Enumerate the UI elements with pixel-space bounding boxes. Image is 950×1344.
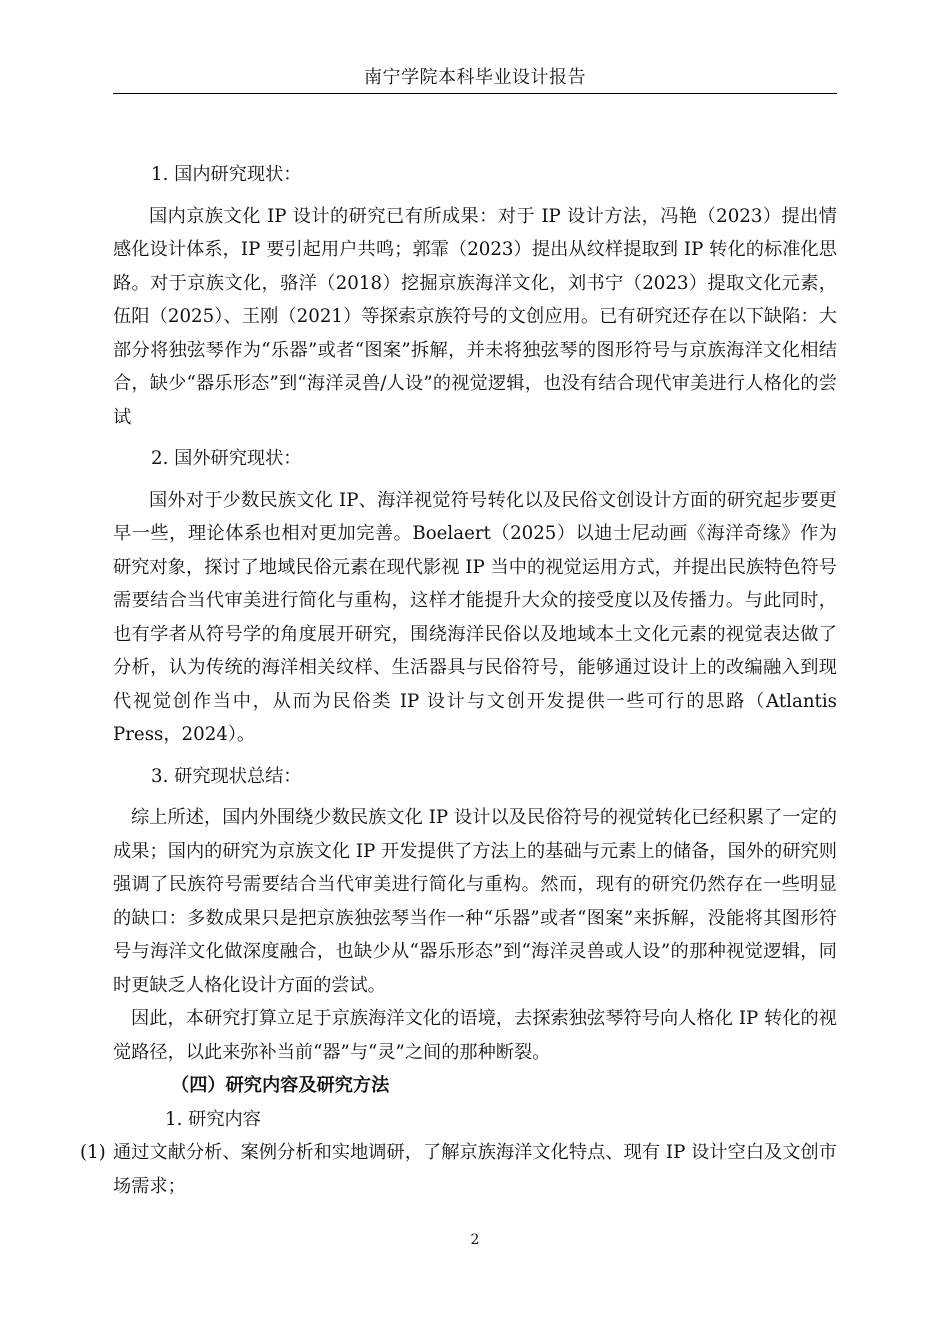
research-content-heading: 1. 研究内容 (165, 1108, 261, 1130)
document-body (80, 158, 837, 1203)
section-title: （四）研究内容及研究方法 (171, 1075, 390, 1096)
list-item-number: (1) (80, 1142, 106, 1163)
foreign-research-paragraph: 国外对于少数民族文化 IP、海洋视觉符号转化以及民俗文创设计方面的研究起步要更早一些，理论体系也相对更加完善。Boelaert（2025）以迪士尼动画《海洋奇缘》作为研究对象，探讨了地域民俗元素在现代影视 IP 当中的视觉运用方式，并提出民族特色符号需要结合当代审美进行简化与重构，这样才能提升大众的接受度以及传播力。与此同时，也有学者从符号学的角度展开研究，围绕海洋民俗以及地域本土文化元素的视觉表达做了分析，认为传统的海洋相关纹样、生活器具与民俗符号，能够通过设计上的改编融入到现代视觉创作当中，从而为民俗类 IP 设计与文创开发提供一些可行的思路（Atlantis Press，2024）。 (113, 489, 837, 745)
domestic-research-heading: 1. 国内研究现状： (151, 164, 302, 185)
summary-paragraph-2: 因此，本研究打算立足于京族海洋文化的语境，去探索独弦琴符号向人格化 IP 转化的视觉路径，以此来弥补当前“器”与“灵”之间的那种断裂。 (113, 1008, 837, 1063)
foreign-research-heading: 2. 国外研究现状： (151, 448, 302, 469)
list-item (80, 1136, 837, 1203)
header-title: 南宁学院本科毕业设计报告 (364, 67, 586, 88)
page-number: 2 (470, 1232, 480, 1248)
list-item-text: 通过文献分析、案例分析和实地调研，了解京族海洋文化特点、现有 IP 设计空白及文创市场需求； (113, 1142, 837, 1197)
domestic-research-paragraph: 国内京族文化 IP 设计的研究已有所成果：对于 IP 设计方法，冯艳（2023）提出情感化设计体系，IP 要引起用户共鸣；郭霏（2023）提出从纹样提取到 IP 转化的标准化思路。对于京族文化，骆洋（2018）挖掘京族海洋文化，刘书宁（2023）提取文化元素，伍阳（2025）、王刚（2021）等探索京族符号的文创应用。已有研究还存在以下缺陷：大部分将独弦琴作为“乐器”或者“图案”拆解，并未将独弦琴的图形符号与京族海洋文化相结合，缺少“器乐形态”到“海洋灵兽/人设”的视觉逻辑，也没有结合现代审美进行人格化的尝试 (113, 205, 837, 428)
summary-paragraph-1: 综上所述，国内外围绕少数民族文化 IP 设计以及民俗符号的视觉转化已经积累了一定的成果；国内的研究为京族文化 IP 开发提供了方法上的基础与元素上的储备，国外的研究则强调了民族符号需要结合当代审美进行简化与重构。然而，现有的研究仍然存在一些明显的缺口：多数成果只是把京族独弦琴当作一种“乐器”或者“图案”来拆解，没能将其图形符号与海洋文化做深度融合，也缺少从“器乐形态”到“海洋灵兽或人设”的那种视觉逻辑，同时更缺乏人格化设计方面的尝试。 (113, 807, 837, 996)
page-header (113, 66, 837, 94)
summary-heading: 3. 研究现状总结： (151, 765, 302, 787)
